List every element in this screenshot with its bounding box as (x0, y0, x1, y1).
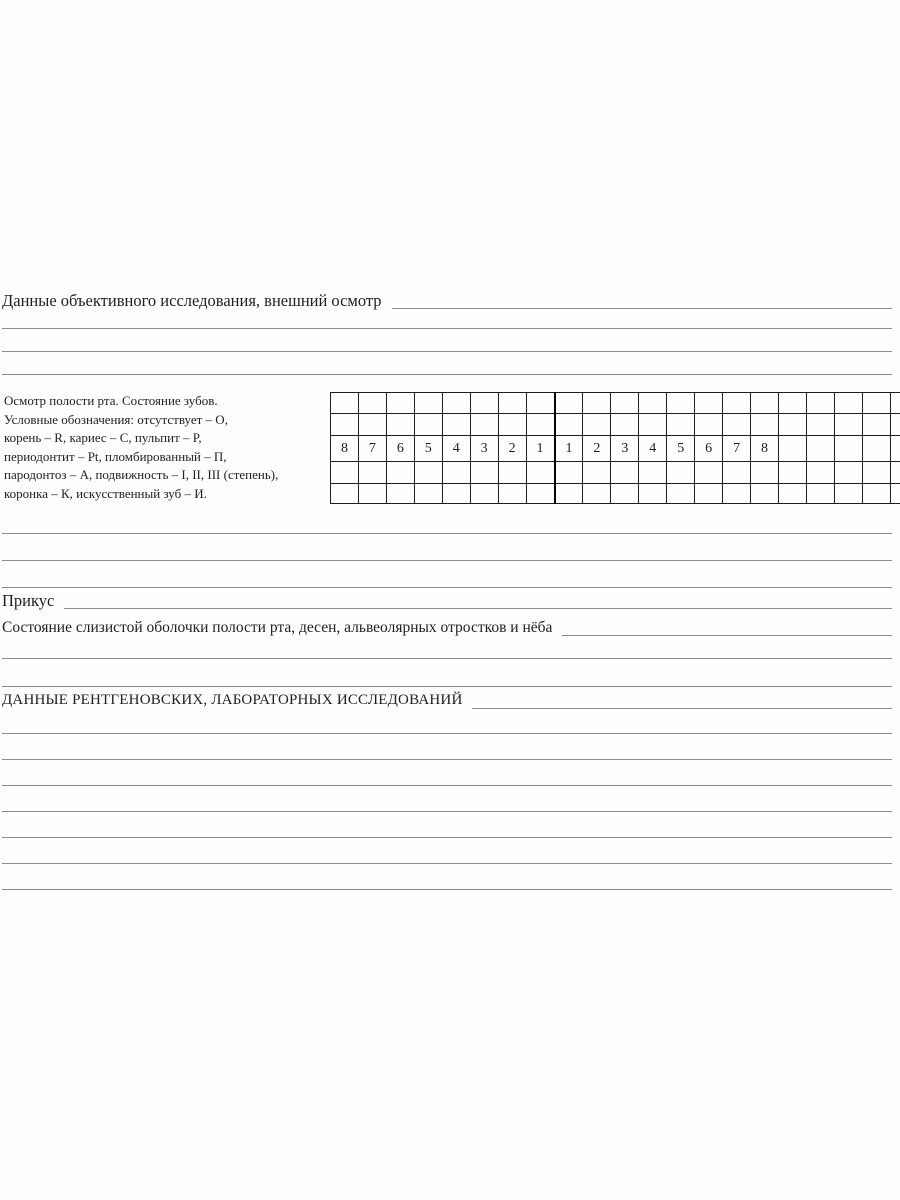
tooth-number-cell: 1 (555, 436, 583, 462)
tooth-status-cell (834, 393, 862, 414)
tooth-status-cell (498, 414, 526, 436)
tooth-number-cell (862, 436, 890, 462)
tooth-status-cell (526, 393, 554, 414)
blank-ruled-line (2, 306, 892, 329)
tooth-number-cell: 1 (526, 436, 554, 462)
tooth-status-cell (358, 393, 386, 414)
tooth-status-cell (890, 414, 900, 436)
tooth-status-cell (862, 393, 890, 414)
tooth-status-cell (639, 462, 667, 484)
tooth-number-cell: 4 (442, 436, 470, 462)
tooth-status-cell (862, 414, 890, 436)
tooth-status-cell (498, 393, 526, 414)
blank-ruled-line (2, 534, 892, 561)
blank-ruled-line (2, 507, 892, 534)
tooth-number-cell: 7 (358, 436, 386, 462)
tooth-status-cell (470, 484, 498, 504)
tooth-status-cell (890, 393, 900, 414)
tooth-number-cell: 8 (331, 436, 359, 462)
tooth-status-cell (751, 414, 779, 436)
blank-ruled-line (2, 352, 892, 375)
tooth-number-cell: 5 (414, 436, 442, 462)
tooth-status-cell (583, 484, 611, 504)
blank-ruled-line (2, 708, 892, 734)
tooth-status-cell (470, 462, 498, 484)
tooth-status-cell (583, 414, 611, 436)
tooth-status-cell (834, 414, 862, 436)
tooth-status-cell (862, 484, 890, 504)
tooth-status-cell (331, 414, 359, 436)
tooth-status-cell (442, 414, 470, 436)
tooth-status-cell (358, 414, 386, 436)
tooth-number-cell: 2 (498, 436, 526, 462)
tooth-status-cell (639, 484, 667, 504)
tooth-status-cell (695, 484, 723, 504)
tooth-status-cell (806, 414, 834, 436)
tooth-status-cell (806, 462, 834, 484)
field-bite (2, 590, 892, 610)
tooth-status-cell (526, 462, 554, 484)
tooth-status-cell (751, 393, 779, 414)
blank-ruled-line (2, 786, 892, 812)
tooth-status-cell (667, 414, 695, 436)
tooth-status-cell (667, 484, 695, 504)
xray-lab-label: ДАННЫЕ РЕНТГЕНОВСКИХ, ЛАБОРАТОРНЫХ ИССЛЕДОВАНИЙ (2, 692, 463, 709)
tooth-status-cell (639, 393, 667, 414)
tooth-status-cell (526, 414, 554, 436)
tooth-number-cell (834, 436, 862, 462)
blank-ruled-line (2, 329, 892, 352)
tooth-status-cell (667, 462, 695, 484)
tooth-number-cell (779, 436, 807, 462)
tooth-status-cell (695, 393, 723, 414)
tooth-status-cell (639, 414, 667, 436)
tooth-number-cell: 3 (470, 436, 498, 462)
tooth-status-cell (723, 484, 751, 504)
blank-ruled-line (2, 734, 892, 760)
tooth-status-cell (331, 462, 359, 484)
legend-line: периодонтит – Pt, пломбированный – П, (4, 448, 227, 464)
tooth-status-cell (498, 462, 526, 484)
tooth-status-cell (806, 393, 834, 414)
legend-line: пародонтоз – А, подвижность – I, II, III (степень), (4, 467, 279, 483)
tooth-status-cell (723, 414, 751, 436)
tooth-status-cell (526, 484, 554, 504)
legend-line: Условные обозначения: отсутствует – О, (4, 411, 228, 427)
oral-exam-legend (4, 392, 328, 504)
blank-ruled-line (2, 760, 892, 786)
tooth-status-cell (386, 414, 414, 436)
tooth-status-cell (386, 462, 414, 484)
tooth-number-cell (890, 436, 900, 462)
tooth-number-cell: 3 (611, 436, 639, 462)
tooth-status-cell (358, 484, 386, 504)
tooth-status-cell (555, 484, 583, 504)
tooth-number-cell: 5 (667, 436, 695, 462)
tooth-status-cell (414, 393, 442, 414)
tooth-status-cell (611, 462, 639, 484)
tooth-status-cell (442, 393, 470, 414)
tooth-status-cell (779, 462, 807, 484)
ruled-lines-after-mucosa (2, 631, 892, 687)
tooth-status-cell (751, 484, 779, 504)
ruled-lines-after-chart (2, 507, 892, 588)
tooth-status-cell (331, 484, 359, 504)
legend-line: Осмотр полости рта. Состояние зубов. (4, 393, 218, 408)
tooth-status-cell (890, 484, 900, 504)
tooth-number-cell: 8 (751, 436, 779, 462)
tooth-status-cell (331, 393, 359, 414)
tooth-status-cell (806, 484, 834, 504)
objective-exam-label: Данные объективного исследования, внешний осмотр (2, 290, 382, 310)
bite-write-line (64, 592, 892, 609)
tooth-status-cell (583, 393, 611, 414)
tooth-number-cell: 6 (695, 436, 723, 462)
tooth-status-cell (723, 462, 751, 484)
xray-lab-write-line (472, 691, 892, 709)
tooth-status-cell (470, 393, 498, 414)
tooth-number-cell (806, 436, 834, 462)
tooth-number-cell: 2 (583, 436, 611, 462)
tooth-number-cell: 7 (723, 436, 751, 462)
blank-ruled-line (2, 812, 892, 838)
tooth-status-cell (555, 393, 583, 414)
bite-label: Прикус (2, 590, 55, 610)
tooth-number-cell: 6 (386, 436, 414, 462)
tooth-status-cell (442, 484, 470, 504)
tooth-status-cell (470, 414, 498, 436)
tooth-status-cell (386, 484, 414, 504)
tooth-status-cell (751, 462, 779, 484)
tooth-status-cell (695, 414, 723, 436)
tooth-status-cell (442, 462, 470, 484)
tooth-status-cell (834, 462, 862, 484)
tooth-number-cell: 4 (639, 436, 667, 462)
tooth-status-cell (414, 462, 442, 484)
tooth-status-cell (386, 393, 414, 414)
tooth-status-cell (834, 484, 862, 504)
field-xray-lab (2, 692, 892, 709)
ruled-lines-after-xray (2, 708, 892, 890)
legend-line: коронка – К, искусственный зуб – И. (4, 485, 207, 501)
tooth-status-cell (611, 484, 639, 504)
mucosa-label: Состояние слизистой оболочки полости рта, десен, альвеолярных отростков и нёба (2, 618, 553, 636)
blank-ruled-line (2, 864, 892, 890)
tooth-status-cell (555, 462, 583, 484)
tooth-status-cell (611, 393, 639, 414)
blank-ruled-line (2, 631, 892, 659)
tooth-status-cell (862, 462, 890, 484)
dental-chart (330, 392, 900, 504)
tooth-status-cell (667, 393, 695, 414)
blank-ruled-line (2, 838, 892, 864)
blank-ruled-line (2, 659, 892, 687)
tooth-status-cell (414, 484, 442, 504)
tooth-status-cell (498, 484, 526, 504)
tooth-status-cell (611, 414, 639, 436)
tooth-status-cell (358, 462, 386, 484)
tooth-status-cell (555, 414, 583, 436)
tooth-status-cell (583, 462, 611, 484)
tooth-status-cell (890, 462, 900, 484)
tooth-status-cell (414, 414, 442, 436)
tooth-status-cell (779, 393, 807, 414)
tooth-status-cell (723, 393, 751, 414)
blank-ruled-line (2, 561, 892, 588)
tooth-status-cell (779, 484, 807, 504)
tooth-status-cell (695, 462, 723, 484)
legend-line: корень – R, кариес – С, пульпит – Р, (4, 430, 202, 446)
ruled-lines-after-objective (2, 306, 892, 375)
tooth-status-cell (779, 414, 807, 436)
